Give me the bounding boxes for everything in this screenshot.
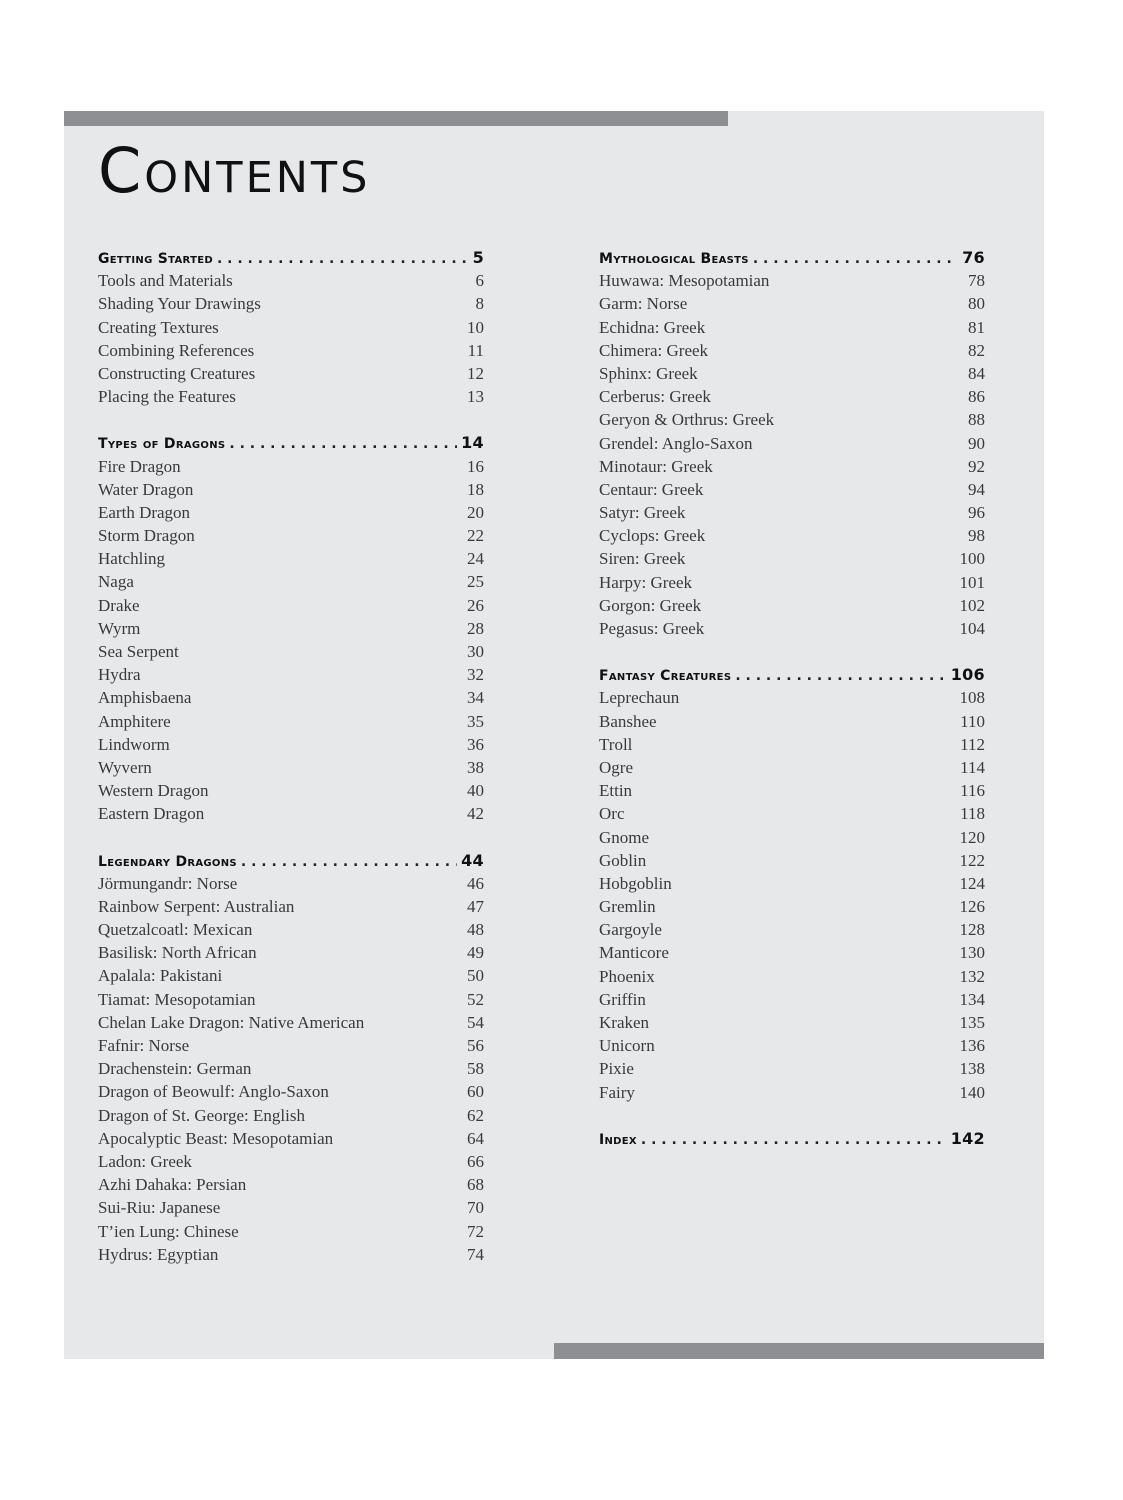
toc-entry[interactable]	[98, 756, 484, 779]
entry-title: Wyrm	[98, 618, 141, 638]
section-heading: Legendary Dragons	[98, 853, 237, 870]
entry-title: Ogre	[599, 757, 633, 777]
toc-entry[interactable]	[599, 733, 985, 756]
entry-title: Hatchling	[98, 549, 166, 569]
toc-entry[interactable]	[98, 594, 484, 617]
entry-page-number: 96	[968, 503, 985, 523]
entry-title: Kraken	[599, 1013, 650, 1032]
entry-page-number: 114	[960, 757, 985, 777]
dot-leader	[735, 665, 946, 688]
entry-page-number: 81	[968, 317, 985, 337]
toc-entry[interactable]	[599, 965, 985, 988]
section-heading: Index	[599, 1131, 637, 1148]
toc-entry[interactable]	[599, 594, 985, 617]
toc-entry[interactable]	[98, 1173, 484, 1196]
section-page-number: 142	[950, 1128, 985, 1148]
toc-entry[interactable]	[98, 710, 484, 733]
entry-page-number: 58	[467, 1059, 484, 1079]
toc-entry[interactable]	[599, 779, 985, 802]
toc-entry[interactable]	[599, 710, 985, 733]
dot-leader	[229, 433, 457, 456]
entry-page-number: 98	[968, 526, 985, 546]
entry-title: Siren: Greek	[599, 549, 686, 569]
entry-title: Harpy: Greek	[599, 572, 692, 592]
entry-title: Garm: Norse	[599, 294, 688, 314]
entry-page-number: 101	[959, 572, 985, 592]
entry-page-number: 20	[467, 502, 484, 522]
entry-page-number: 30	[467, 642, 484, 661]
entry-page-number: 124	[959, 873, 985, 893]
top-accent-bar	[64, 111, 728, 126]
toc-entry[interactable]	[599, 455, 985, 478]
toc-entry[interactable]	[599, 524, 985, 547]
section-heading-link[interactable]	[599, 246, 985, 269]
entry-page-number: 66	[467, 1151, 484, 1171]
toc-entry[interactable]	[98, 1011, 484, 1034]
entry-title: Fairy	[599, 1082, 635, 1102]
toc-entry[interactable]	[98, 872, 484, 895]
entry-page-number: 118	[960, 804, 985, 824]
section-page-number: 14	[461, 433, 484, 453]
entry-title: Chelan Lake Dragon: Native American	[98, 1012, 365, 1032]
toc-entry[interactable]	[98, 918, 484, 941]
entry-title: Basilisk: North African	[98, 943, 257, 963]
entry-page-number: 108	[959, 688, 985, 708]
entry-page-number: 102	[959, 595, 985, 615]
entry-title: Ladon: Greek	[98, 1151, 192, 1171]
toc-entry[interactable]	[98, 501, 484, 524]
section-page-number: 5	[472, 248, 484, 267]
toc-entry[interactable]	[98, 1104, 484, 1127]
page-title: Contents	[98, 134, 371, 207]
toc-entry[interactable]	[599, 571, 985, 594]
entry-title: Gargoyle	[599, 920, 662, 940]
entry-page-number: 16	[467, 456, 484, 476]
toc-entry[interactable]	[599, 826, 985, 849]
toc-entry[interactable]	[599, 988, 985, 1011]
toc-left-column	[98, 246, 484, 1289]
entry-page-number: 128	[959, 920, 985, 940]
toc-entry[interactable]	[599, 1011, 985, 1034]
entry-page-number: 52	[467, 989, 484, 1009]
bottom-accent-bar	[554, 1343, 1044, 1359]
toc-section	[599, 1127, 985, 1150]
entry-title: Hydrus: Egyptian	[98, 1244, 219, 1264]
entry-page-number: 110	[960, 711, 985, 731]
entry-title: Goblin	[599, 850, 647, 870]
entry-title: Cyclops: Greek	[599, 526, 706, 546]
entry-title: Fire Dragon	[98, 456, 181, 476]
toc-entry[interactable]	[98, 617, 484, 640]
toc-entry[interactable]	[599, 872, 985, 895]
entry-page-number: 112	[960, 734, 985, 754]
entry-page-number: 50	[467, 966, 484, 986]
entry-title: Centaur: Greek	[599, 479, 704, 499]
entry-title: Gnome	[599, 827, 650, 847]
entry-page-number: 132	[959, 966, 985, 986]
toc-entry[interactable]	[599, 478, 985, 501]
entry-page-number: 94	[968, 479, 985, 499]
entry-page-number: 80	[968, 294, 985, 314]
entry-page-number: 130	[959, 943, 985, 963]
entry-title: Naga	[98, 572, 134, 592]
entry-title: Drake	[98, 595, 140, 615]
toc-entry[interactable]	[599, 802, 985, 825]
toc-entry[interactable]	[599, 686, 985, 709]
entry-title: Cerberus: Greek	[599, 387, 711, 407]
entry-page-number: 25	[467, 572, 484, 592]
toc-entry[interactable]	[98, 663, 484, 686]
toc-entry[interactable]	[98, 1127, 484, 1150]
entry-title: Huwawa: Mesopotamian	[599, 271, 770, 291]
entry-title: Minotaur: Greek	[599, 456, 713, 476]
entry-title: Geryon & Orthrus: Greek	[599, 410, 775, 430]
entry-title: Dragon of Beowulf: Anglo-Saxon	[98, 1082, 329, 1102]
toc-entry[interactable]	[98, 339, 484, 362]
toc-entry[interactable]	[599, 316, 985, 339]
entry-page-number: 49	[467, 943, 484, 963]
entry-page-number: 28	[467, 618, 484, 638]
toc-entry[interactable]	[599, 1057, 985, 1080]
section-page-number: 76	[962, 248, 985, 267]
toc-section	[599, 246, 985, 640]
entry-page-number: 68	[467, 1175, 484, 1195]
entry-page-number: 48	[467, 920, 484, 940]
entry-page-number: 82	[968, 340, 985, 360]
entry-title: Hobgoblin	[599, 873, 672, 893]
entry-title: Amphitere	[98, 711, 171, 731]
entry-title: Orc	[599, 804, 625, 824]
toc-entry[interactable]	[98, 1150, 484, 1173]
toc-entry[interactable]	[98, 547, 484, 570]
entry-title: Phoenix	[599, 966, 655, 986]
entry-page-number: 70	[467, 1198, 484, 1218]
toc-entry[interactable]	[599, 339, 985, 362]
entry-title: Western Dragon	[98, 781, 209, 801]
entry-title: Dragon of St. George: English	[98, 1105, 305, 1125]
toc-entry[interactable]	[599, 292, 985, 315]
entry-title: T’ien Lung: Chinese	[98, 1221, 239, 1241]
entry-page-number: 32	[467, 665, 484, 685]
dot-leader	[753, 248, 958, 271]
section-heading: Types of Dragons	[98, 436, 226, 453]
toc-section	[98, 246, 484, 408]
entry-title: Gremlin	[599, 897, 656, 917]
entry-page-number: 34	[467, 688, 484, 708]
entry-title: Manticore	[599, 943, 669, 963]
entry-page-number: 84	[968, 363, 985, 383]
section-heading: Fantasy Creatures	[599, 668, 732, 685]
section-heading-link[interactable]	[98, 246, 484, 269]
toc-entry[interactable]	[98, 362, 484, 385]
entry-page-number: 62	[467, 1105, 484, 1125]
toc-entry[interactable]	[98, 640, 484, 663]
entry-page-number: 56	[467, 1036, 484, 1055]
entry-title: Griffin	[599, 989, 646, 1009]
toc-entry[interactable]	[599, 385, 985, 408]
toc-entry[interactable]	[98, 686, 484, 709]
entry-page-number: 38	[467, 757, 484, 777]
toc-entry[interactable]	[599, 941, 985, 964]
entry-page-number: 54	[467, 1012, 484, 1032]
entry-title: Eastern Dragon	[98, 804, 205, 824]
toc-entry[interactable]	[599, 408, 985, 431]
toc-entry[interactable]	[599, 617, 985, 640]
toc-entry[interactable]	[98, 964, 484, 987]
entry-page-number: 60	[467, 1082, 484, 1102]
entry-page-number: 74	[467, 1244, 484, 1264]
entry-title: Troll	[599, 734, 633, 754]
entry-title: Creating Textures	[98, 317, 219, 337]
toc-entry[interactable]	[98, 733, 484, 756]
entry-title: Ettin	[599, 781, 633, 801]
entry-title: Quetzalcoatl: Mexican	[98, 920, 253, 940]
toc-section	[98, 431, 484, 825]
entry-title: Sui-Riu: Japanese	[98, 1198, 221, 1218]
toc-entry[interactable]	[98, 988, 484, 1011]
section-heading-link[interactable]	[599, 1127, 985, 1150]
section-page-number: 106	[950, 665, 985, 685]
toc-entry[interactable]	[98, 1057, 484, 1080]
toc-entry[interactable]	[599, 1081, 985, 1104]
section-heading-link[interactable]	[98, 849, 484, 872]
entry-page-number: 11	[467, 340, 484, 360]
entry-page-number: 64	[467, 1128, 484, 1148]
section-page-number: 44	[461, 850, 484, 870]
entry-page-number: 12	[467, 363, 484, 383]
entry-title: Satyr: Greek	[599, 503, 686, 523]
toc-entry[interactable]	[98, 941, 484, 964]
entry-page-number: 92	[968, 456, 985, 476]
entry-title: Unicorn	[599, 1036, 655, 1056]
entry-title: Drachenstein: German	[98, 1059, 252, 1079]
entry-page-number: 122	[959, 850, 985, 870]
entry-page-number: 120	[959, 827, 985, 847]
toc-entry[interactable]	[599, 895, 985, 918]
section-heading-link[interactable]	[98, 431, 484, 454]
entry-title: Apocalyptic Beast: Mesopotamian	[98, 1128, 334, 1148]
entry-page-number: 6	[475, 271, 484, 291]
entry-page-number: 46	[467, 873, 484, 893]
entry-title: Grendel: Anglo-Saxon	[599, 433, 753, 453]
toc-entry[interactable]	[98, 1243, 484, 1266]
entry-title: Echidna: Greek	[599, 317, 706, 337]
toc-entry[interactable]	[98, 478, 484, 501]
toc-entry[interactable]	[98, 524, 484, 547]
entry-page-number: 100	[959, 549, 985, 569]
entry-title: Shading Your Drawings	[98, 294, 261, 314]
entry-page-number: 8	[475, 294, 484, 314]
entry-title: Sea Serpent	[98, 642, 179, 661]
entry-page-number: 116	[960, 781, 985, 801]
entry-page-number: 18	[467, 479, 484, 499]
entry-page-number: 140	[959, 1082, 985, 1102]
entry-page-number: 35	[467, 711, 484, 731]
entry-page-number: 26	[467, 595, 484, 615]
entry-page-number: 47	[467, 896, 484, 916]
section-heading-link[interactable]	[599, 663, 985, 686]
toc-entry[interactable]	[98, 779, 484, 802]
section-heading: Getting Started	[98, 251, 213, 267]
dot-leader	[241, 851, 457, 874]
toc-entry[interactable]	[599, 918, 985, 941]
entry-title: Tools and Materials	[98, 271, 233, 291]
entry-title: Earth Dragon	[98, 502, 191, 522]
toc-section	[98, 849, 484, 1266]
entry-title: Gorgon: Greek	[599, 595, 702, 615]
toc-entry[interactable]	[599, 501, 985, 524]
entry-title: Lindworm	[98, 734, 170, 754]
toc-entry[interactable]	[98, 895, 484, 918]
entry-page-number: 126	[959, 897, 985, 917]
toc-entry[interactable]	[599, 432, 985, 455]
entry-page-number: 104	[959, 619, 985, 638]
entry-page-number: 22	[467, 526, 484, 546]
toc-entry[interactable]	[599, 547, 985, 570]
toc-entry[interactable]	[98, 1034, 484, 1057]
entry-title: Placing the Features	[98, 387, 236, 407]
dot-leader	[217, 248, 469, 271]
entry-page-number: 72	[467, 1221, 484, 1241]
toc-section	[599, 663, 985, 1104]
entry-page-number: 134	[959, 989, 985, 1009]
entry-page-number: 40	[467, 781, 484, 801]
entry-title: Combining References	[98, 340, 255, 360]
toc-entry[interactable]	[599, 849, 985, 872]
toc-entry[interactable]	[98, 292, 484, 315]
entry-title: Storm Dragon	[98, 526, 195, 546]
entry-title: Pegasus: Greek	[599, 619, 705, 638]
entry-page-number: 78	[968, 271, 985, 291]
entry-title: Azhi Dahaka: Persian	[98, 1175, 247, 1195]
entry-title: Fafnir: Norse	[98, 1036, 190, 1055]
entry-page-number: 88	[968, 410, 985, 430]
entry-page-number: 86	[968, 387, 985, 407]
entry-title: Leprechaun	[599, 688, 680, 708]
entry-page-number: 138	[959, 1059, 985, 1079]
entry-title: Water Dragon	[98, 479, 194, 499]
entry-title: Chimera: Greek	[599, 340, 709, 360]
toc-right-column	[599, 246, 985, 1173]
entry-page-number: 13	[467, 387, 484, 407]
entry-title: Hydra	[98, 665, 141, 685]
entry-page-number: 136	[959, 1036, 985, 1056]
entry-title: Sphinx: Greek	[599, 363, 698, 383]
entry-page-number: 10	[467, 317, 484, 337]
toc-entry[interactable]	[98, 385, 484, 408]
toc-entry[interactable]	[98, 1080, 484, 1103]
toc-entry[interactable]	[98, 269, 484, 292]
entry-title: Amphisbaena	[98, 688, 192, 708]
toc-entry[interactable]	[98, 316, 484, 339]
toc-entry[interactable]	[98, 802, 484, 825]
entry-title: Tiamat: Mesopotamian	[98, 989, 256, 1009]
entry-title: Constructing Creatures	[98, 363, 256, 383]
toc-entry[interactable]	[599, 362, 985, 385]
entry-title: Pixie	[599, 1059, 634, 1079]
section-heading: Mythological Beasts	[599, 251, 749, 267]
toc-entry[interactable]	[98, 570, 484, 593]
entry-page-number: 36	[467, 734, 484, 754]
toc-entry[interactable]	[599, 1034, 985, 1057]
entry-page-number: 24	[467, 549, 484, 569]
entry-title: Wyvern	[98, 757, 152, 777]
toc-entry[interactable]	[98, 1220, 484, 1243]
entry-title: Rainbow Serpent: Australian	[98, 896, 295, 916]
entry-title: Banshee	[599, 711, 657, 731]
entry-page-number: 90	[968, 433, 985, 453]
entry-page-number: 42	[467, 804, 484, 824]
toc-entry[interactable]	[599, 269, 985, 292]
entry-page-number: 135	[959, 1013, 985, 1032]
toc-entry[interactable]	[98, 1196, 484, 1219]
toc-entry[interactable]	[98, 455, 484, 478]
toc-entry[interactable]	[599, 756, 985, 779]
dot-leader	[641, 1129, 947, 1152]
entry-title: Apalala: Pakistani	[98, 966, 223, 986]
entry-title: Jörmungandr: Norse	[98, 873, 238, 893]
